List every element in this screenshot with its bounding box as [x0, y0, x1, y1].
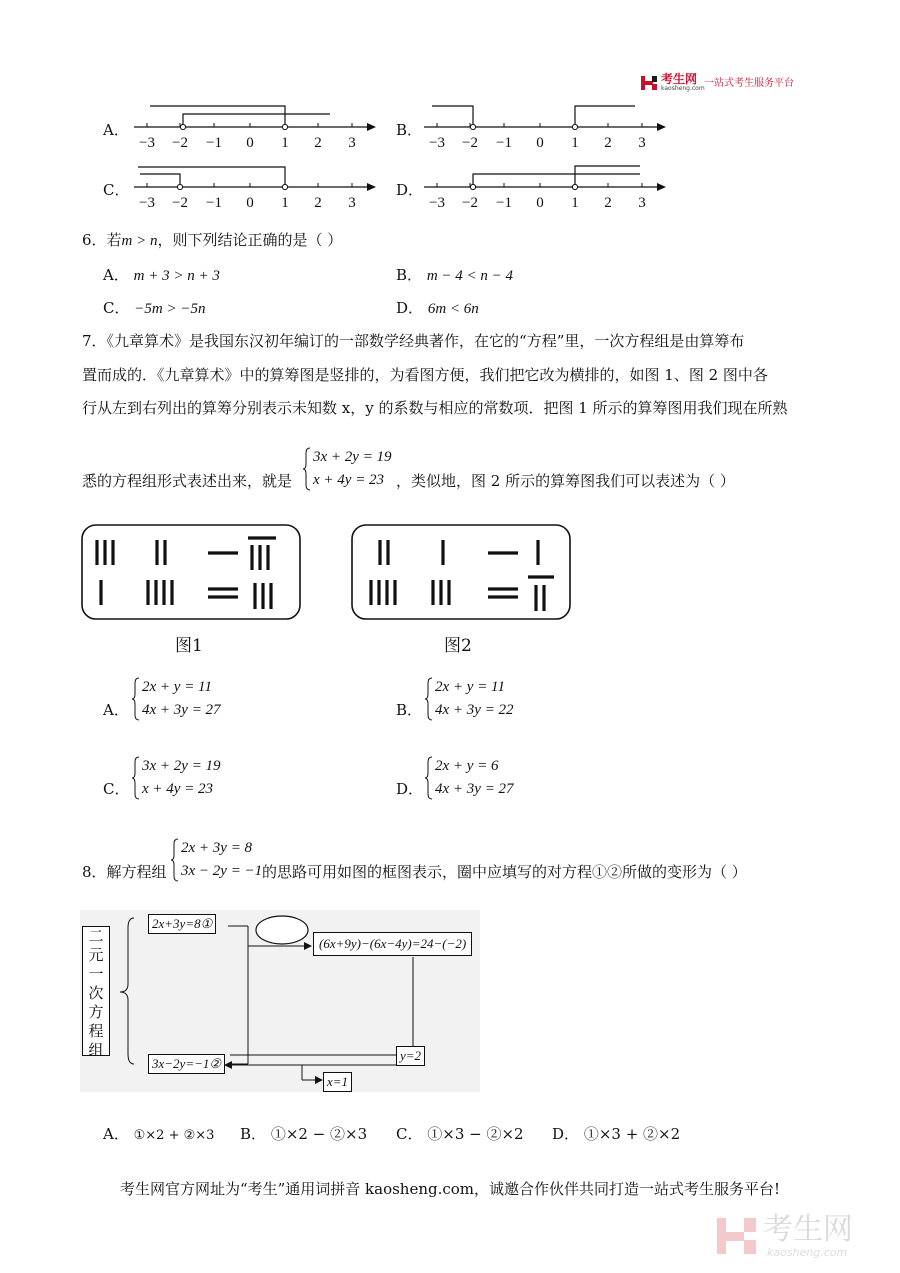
q7-stem-line-1: 7．《九章算术》是我国东汉初年编订的一部数学经典著作，在它的“方程”里，一次方程组是由算筹布 — [82, 332, 745, 350]
system-eq-1: 2x + y = 11 — [142, 679, 212, 695]
flowchart-eq2-box: 3x−2y=−1② — [148, 1054, 225, 1074]
tick-label: 2 — [604, 135, 612, 151]
system-eq-2: x + 4y = 23 — [142, 781, 214, 797]
q8-option-b — [240, 1124, 367, 1144]
q7-option-d-label: D． — [396, 780, 424, 798]
tick-label: 0 — [246, 135, 254, 151]
q7-stem-line-4-pre: 悉的方程组形式表述出来，就是 — [82, 472, 293, 490]
q7-option-b-system — [424, 677, 534, 723]
q5-number-line-b — [420, 100, 670, 155]
system-eq-1: 2x + y = 6 — [435, 758, 499, 774]
header-logo — [640, 72, 810, 96]
brace-icon — [424, 756, 434, 800]
q8-flowchart — [80, 910, 480, 1092]
option-math: 6m < 6n — [427, 301, 479, 317]
system-eq-1: 3x + 2y = 19 — [313, 449, 392, 465]
tick-label: 3 — [348, 195, 356, 211]
option-label: B． — [396, 266, 423, 284]
watermark-logo-icon — [715, 1214, 759, 1258]
option-label: B． — [240, 1125, 267, 1143]
option-math: −5m > −5n — [134, 301, 206, 317]
option-label: C． — [396, 1125, 423, 1143]
option-label: D． — [396, 299, 424, 317]
tick-label: 2 — [314, 195, 322, 211]
q5-number-line-a — [130, 100, 380, 155]
tick-label: 1 — [281, 135, 289, 151]
q5-option-a-label: A． — [103, 121, 129, 139]
tick-label: −1 — [496, 195, 512, 211]
q7-option-b-label: B． — [396, 701, 423, 719]
tick-label: −2 — [172, 195, 188, 211]
q5-option-d-label: D． — [396, 181, 424, 199]
q6-stem-math: m > n — [121, 233, 158, 249]
tick-label: 2 — [604, 195, 612, 211]
figure-2-caption: 图2 — [444, 636, 472, 656]
option-label: C． — [103, 299, 130, 317]
option-math: m − 4 < n − 4 — [426, 268, 514, 284]
flowchart-mid-box: (6x+9y)−(6x−4y)=24−(−2) — [313, 932, 472, 956]
tick-label: −3 — [429, 135, 445, 151]
brace-icon — [131, 677, 141, 721]
option-text: ①×3 − ②×2 — [427, 1125, 524, 1143]
tick-label: 1 — [571, 195, 579, 211]
flowchart-left-label: 二元一次方程组 — [82, 926, 110, 1056]
option-label: A． — [103, 266, 129, 284]
option-math: m + 3 > n + 3 — [133, 268, 220, 284]
q6-stem — [82, 230, 822, 251]
figure-1-caption: 图1 — [175, 636, 203, 656]
q7-figure-1-counting-rods — [80, 523, 304, 623]
tick-label: 0 — [246, 195, 254, 211]
q5-number-line-d — [420, 160, 670, 215]
q7-option-a-system — [131, 677, 241, 723]
brace-icon — [170, 838, 180, 882]
brand-logo-icon — [640, 74, 658, 92]
q8-option-c — [396, 1124, 524, 1144]
q8-stem-post: 的思路可用如图的框图表示，圈中应填写的对方程①②所做的变形为（ ） — [262, 863, 747, 881]
brand-url: kaosheng.com — [661, 85, 705, 92]
tick-label: −1 — [206, 195, 222, 211]
option-text: ①×3 + ②×2 — [583, 1125, 681, 1143]
watermark — [715, 1212, 885, 1262]
q5-option-c-label: C． — [103, 181, 130, 199]
tick-label: −2 — [462, 135, 478, 151]
brace-icon — [302, 447, 312, 491]
brand-slogan: 一站式考生服务平台 — [704, 78, 794, 89]
q6-option-b — [396, 265, 513, 286]
tick-label: 2 — [314, 135, 322, 151]
tick-label: −3 — [139, 195, 155, 211]
tick-label: 1 — [281, 195, 289, 211]
q5-option-b-label: B． — [396, 121, 423, 139]
tick-label: −1 — [206, 135, 222, 151]
q8-option-d — [552, 1124, 680, 1144]
tick-label: 3 — [348, 135, 356, 151]
tick-label: 0 — [536, 195, 544, 211]
tick-label: 0 — [536, 135, 544, 151]
brace-icon — [424, 677, 434, 721]
q8-stem-pre: 8．解方程组 — [82, 863, 167, 881]
tick-label: −1 — [496, 135, 512, 151]
q8-option-a — [103, 1124, 214, 1146]
system-eq-1: 2x + y = 11 — [435, 679, 505, 695]
footer-text: 考生网官方网址为“考生”通用词拼音 kaosheng.com，诚邀合作伙伴共同打造一站式考生服务平台! — [119, 1180, 781, 1198]
system-eq-2: 3x − 2y = −1 — [181, 863, 263, 879]
tick-label: 3 — [638, 135, 646, 151]
brace-icon — [131, 756, 141, 800]
q7-stem-line-2: 置而成的．《九章算术》中的算筹图是竖排的，为看图方便，我们把它改为横排的，如图 1、图 2 图中各 — [82, 366, 768, 384]
q7-example-system — [302, 447, 402, 493]
q7-option-c-label: C． — [103, 780, 130, 798]
flowchart-x-box: x=1 — [323, 1072, 352, 1092]
q7-figure-2-counting-rods — [350, 523, 574, 623]
q7-stem-line-4-post: ，类似地，图 2 所示的算筹图我们可以表述为（ ） — [396, 472, 735, 490]
q6-option-a — [103, 265, 220, 286]
tick-label: −3 — [429, 195, 445, 211]
option-label: D． — [552, 1125, 580, 1143]
system-eq-1: 2x + 3y = 8 — [181, 840, 253, 856]
flowchart-y-box: y=2 — [396, 1046, 425, 1066]
blank-circle — [256, 916, 308, 944]
system-eq-1: 3x + 2y = 19 — [142, 758, 221, 774]
q6-option-d — [396, 298, 479, 319]
tick-label: −2 — [462, 195, 478, 211]
system-eq-2: 4x + 3y = 27 — [435, 781, 514, 797]
system-eq-2: 4x + 3y = 27 — [142, 702, 221, 718]
system-eq-2: x + 4y = 23 — [313, 472, 385, 488]
watermark-url: kaosheng.com — [767, 1246, 848, 1259]
q7-stem-line-3: 行从左到右列出的算筹分别表示未知数 x，y 的系数与相应的常数项．把图 1 所示的算筹图用我们现在所熟 — [82, 399, 788, 417]
q8-system — [170, 838, 265, 884]
q7-option-a-label: A． — [103, 701, 129, 719]
q6-stem-post: ，则下列结论正确的是（ ） — [157, 231, 343, 249]
option-text: ①×2 − ②×3 — [270, 1125, 368, 1143]
q5-number-line-c — [130, 160, 380, 215]
q6-stem-pre: 6．若 — [82, 231, 122, 249]
tick-label: −2 — [172, 135, 188, 151]
flowchart-eq1-box: 2x+3y=8① — [148, 914, 216, 934]
tick-label: 3 — [638, 195, 646, 211]
q7-option-c-system — [131, 756, 241, 802]
option-text: ①×2 + ②×3 — [133, 1128, 215, 1143]
watermark-text: 考生网 — [763, 1212, 853, 1247]
system-eq-2: 4x + 3y = 22 — [435, 702, 514, 718]
brand-name: 考生网 — [661, 72, 698, 86]
q7-option-d-system — [424, 756, 534, 802]
tick-label: 1 — [571, 135, 579, 151]
option-label: A． — [103, 1125, 129, 1143]
q6-option-c — [103, 298, 205, 319]
tick-label: −3 — [139, 135, 155, 151]
